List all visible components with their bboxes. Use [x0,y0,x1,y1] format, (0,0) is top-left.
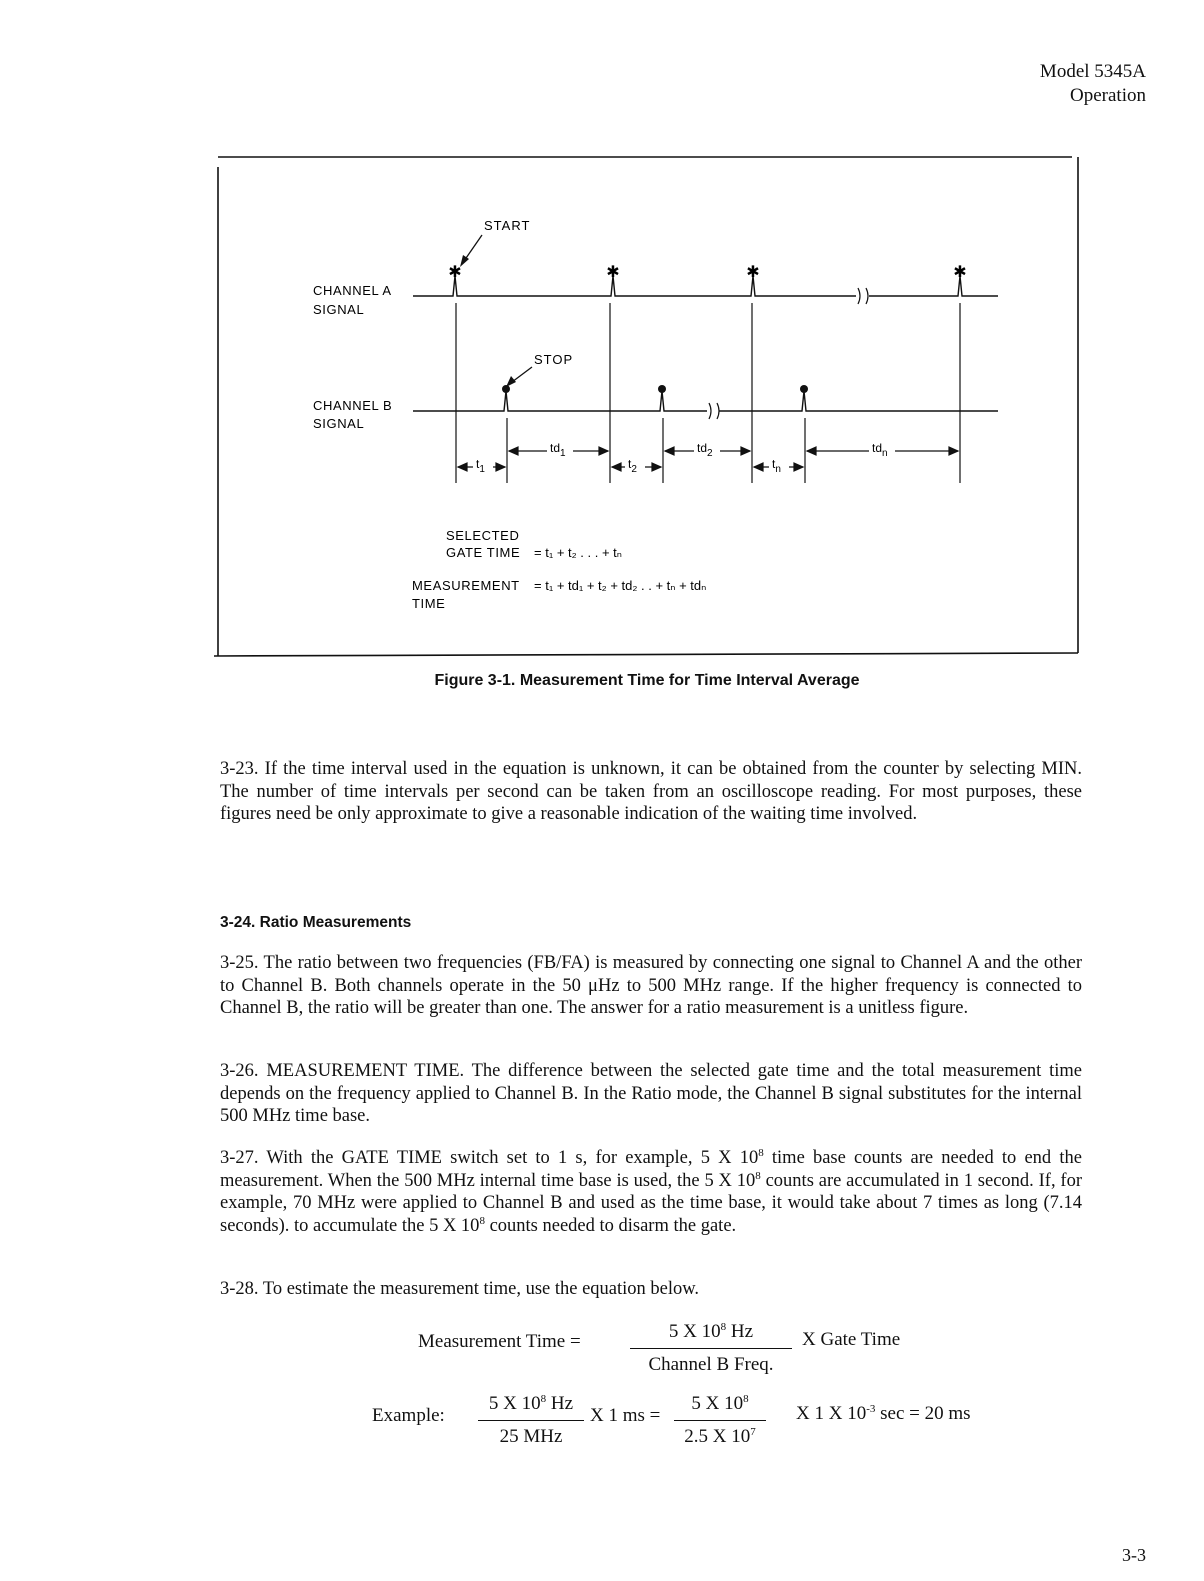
equation-numerator: 5 X $10^8$ Hz [630,1321,792,1349]
channel-b-label-1: CHANNEL B [313,398,393,413]
example-mid: X 1 ms = [590,1405,661,1426]
stop-arrow [512,367,532,382]
equation-fraction [630,1321,792,1376]
paragraph-3-23: 3-23. If the time interval used in the equation is unknown, it can be obtained from the counter by selecting MIN. The number of time intervals per second can be taken from an oscilloscope reading. For most purposes, these figures need be only approximate to give a reasonable indication of the waiting time involved. [220,759,1082,824]
channel-b-signal [413,391,707,411]
interval-labels [473,441,895,475]
channel-a-break [858,288,868,304]
channel-b-label-2: SIGNAL [313,416,365,431]
svg-text:✱: ✱ [606,264,620,281]
model-label: Model 5345A [1039,61,1146,82]
svg-text:✱: ✱ [953,264,967,281]
channel-b-signal-cont [719,391,998,411]
example-fraction-1: 5 X $10^8$ Hz 25 MHz [478,1393,584,1448]
equation-denominator: Channel B Freq. [648,1354,774,1375]
svg-text:tdn: $td_n$ [872,441,888,459]
start-arrow [464,235,482,261]
channel-a-label-1: CHANNEL A [313,283,392,298]
stop-label: STOP [534,352,574,367]
paragraph-3-27: 3-27. With the GATE TIME switch set to 1 s, for example, 5 X $10^8$ time base counts are needed to end the measurement. When the 500 MHz internal time base is used, the 5 X $10^8$ counts are accumulated in 1 second. If, for example, 70 MHz were applied to Channel B and used as the time base, it would take about 7 times as long (7.14 seconds). to accumulate the 5 X $10^8$ counts needed to disarm the gate. [220,1147,1082,1236]
svg-text:tn: $t_n$ [772,457,781,475]
channel-a-markers [448,264,966,281]
paragraph-3-25: 3-25. The ratio between two frequencies (FB/FA) is measured by connecting one signal to Channel A and the other to Channel B. Both channels operate in the 50 μHz to 500 MHz range. If the higher frequency is connected to Channel B, the ratio will be greater than one. The answer for a ratio measurement is a unitless figure. [220,953,1082,1018]
figure-caption: Figure 3-1. Measurement Time for Time Interval Average [434,672,860,689]
svg-text:✱: ✱ [746,264,760,281]
equation-rhs: X Gate Time [802,1329,901,1350]
selected-gate-expr: = t₁ + t₂ . . . + tₙ [534,545,622,560]
svg-text:td2: $td_2$ [697,441,713,459]
channel-a-signal-cont [869,276,998,296]
selected-gate-label-1: SELECTED [446,528,520,543]
example-label: Example: [372,1405,445,1426]
timing-diagram [214,153,1080,658]
channel-a-signal [413,276,856,296]
page-number: 3-3 [1122,1545,1146,1565]
selected-gate-label-2: GATE TIME [446,545,521,560]
page-header [1040,60,1146,108]
measurement-time-label-1: MEASUREMENT [412,578,520,593]
measurement-time-expr: = t₁ + td₁ + t₂ + td₂ . . + tₙ + tdₙ [534,578,707,593]
measurement-time-label-2: TIME [412,596,446,611]
svg-text:t2: $t_2$ [628,457,637,475]
svg-text:t1: $t_1$ [476,457,485,475]
frame-bottom [214,653,1078,656]
start-label: START [484,218,531,233]
channel-a-label-2: SIGNAL [313,302,365,317]
svg-text:td1: $td_1$ [550,441,566,459]
channel-b-markers [502,385,808,393]
example-rhs: X 1 X $10^{-3}$ sec = 20 ms [796,1403,971,1424]
equation-lhs: Measurement Time = [418,1331,581,1352]
section-heading-3-24: 3-24. Ratio Measurements [220,914,412,931]
section-label: Operation [1070,85,1146,106]
example-fraction-2: $\frac{5 X 10^8}{2.5 X 10^7}$ [674,1393,766,1448]
paragraph-3-28: 3-28. To estimate the measurement time, use the equation below. [220,1279,700,1299]
svg-text:✱: ✱ [448,264,462,281]
paragraph-3-26: 3-26. MEASUREMENT TIME. The difference between the selected gate time and the total measurement time depends on the frequency applied to Channel B. In the Ratio mode, the Channel B signal substitutes for the internal 500 MHz time base. [220,1061,1082,1126]
channel-b-break [709,403,719,419]
